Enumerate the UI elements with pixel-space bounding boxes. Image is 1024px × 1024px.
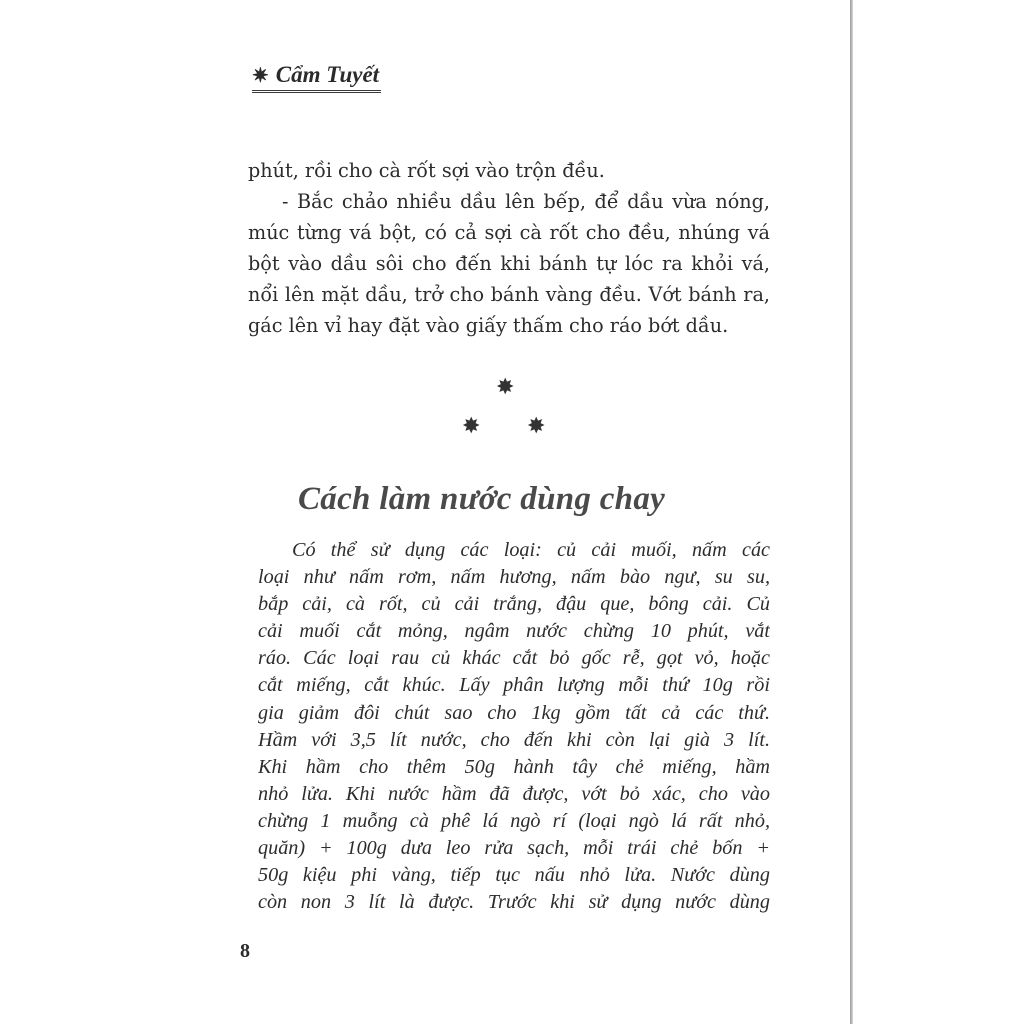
ornament-star-icon: ✸ xyxy=(527,414,546,439)
body-line: múc từng vá bột, có cả sợi cà rốt cho đều, nhúng vá xyxy=(248,221,770,244)
recipe-line: Hầm với 3,5 lít nước, cho đến khi còn lại già 3 lít. xyxy=(258,728,770,751)
body-line: bột vào dầu sôi cho đến khi bánh tự lóc ra khỏi vá, xyxy=(248,252,770,275)
author-name: Cẩm Tuyết xyxy=(275,62,380,87)
recipe-line: gia giảm đôi chút sao cho 1kg gồm tất cả các thứ. xyxy=(258,701,770,724)
page-number: 8 xyxy=(240,940,250,962)
recipe-text xyxy=(258,537,770,916)
recipe-line: 50g kiệu phi vàng, tiếp tục nấu nhỏ lửa. Nước dùng xyxy=(258,864,770,887)
star-icon: ✷ xyxy=(252,65,269,87)
section-title: Cách làm nước dùng chay xyxy=(298,481,666,517)
recipe-line: quăn) + 100g dưa leo rửa sạch, mỗi trái chẻ bốn + xyxy=(258,837,770,860)
body-line: nổi lên mặt dầu, trở cho bánh vàng đều. Vớt bánh ra, xyxy=(248,283,770,306)
ornament-star-icon: ✸ xyxy=(496,375,515,400)
recipe-line: Khi hầm cho thêm 50g hành tây chẻ miếng, hầm xyxy=(258,755,770,778)
recipe-line: chừng 1 muỗng cà phê lá ngò rí (loại ngò lá rất nhỏ, xyxy=(258,809,770,832)
body-line: - Bắc chảo nhiều dầu lên bếp, để dầu vừa nóng, xyxy=(282,190,770,213)
recipe-line: loại như nấm rơm, nấm hương, nấm bào ngư, su su, xyxy=(258,566,770,589)
recipe-line: còn non 3 lít là được. Trước khi sử dụng nước dùng xyxy=(258,891,770,914)
body-line: phút, rồi cho cà rốt sợi vào trộn đều. xyxy=(248,159,605,182)
body-text xyxy=(248,155,770,341)
page-edge xyxy=(850,0,853,1024)
recipe-line: nhỏ lửa. Khi nước hầm đã được, vớt bỏ xác, cho vào xyxy=(258,782,770,805)
recipe-line: cắt miếng, cắt khúc. Lấy phân lượng mỗi thứ 10g rồi xyxy=(258,674,770,697)
running-head xyxy=(252,62,381,93)
ornament-star-icon: ✸ xyxy=(462,414,481,439)
recipe-line: cải muối cắt mỏng, ngâm nước chừng 10 phút, vắt xyxy=(258,620,770,643)
recipe-line: bắp cải, cà rốt, củ cải trắng, đậu que, bông cải. Củ xyxy=(258,593,770,616)
body-line: gác lên vỉ hay đặt vào giấy thấm cho ráo bớt dầu. xyxy=(248,314,729,337)
recipe-line: ráo. Các loại rau củ khác cắt bỏ gốc rễ, gọt vỏ, hoặc xyxy=(258,647,770,670)
recipe-line: Có thể sử dụng các loại: củ cải muối, nấm các xyxy=(292,539,770,561)
